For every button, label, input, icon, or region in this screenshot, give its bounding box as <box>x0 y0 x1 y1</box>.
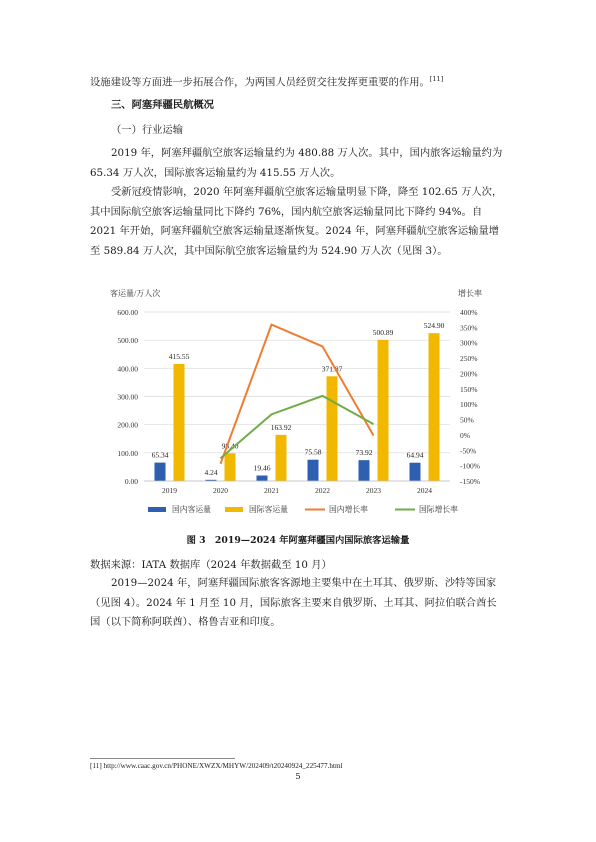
paragraph-1: 2019 年，阿塞拜疆航空旅客运输量约为 480.88 万人次。其中，国内旅客运输量约为 65.34 万人次，国际旅客运输量约为 415.55 万人次。 <box>90 147 503 179</box>
y2-tick-label: -100% <box>460 461 480 471</box>
y2-tick-label: 300% <box>460 338 478 348</box>
bar-international <box>174 364 185 481</box>
bar-international <box>429 333 440 481</box>
paragraph-2: 受新冠疫情影响，2020 年阿塞拜疆航空旅客运输量明显下降，降至 102.65 万人次，其中国际航空旅客运输量同比下降约 76%，国内航空旅客运输量同比下降约 94%。自 2021 年开始，阿塞拜疆航空旅客运输量逐渐恢复。2024 年，阿塞拜疆航空旅客运输量增至 589.84 万人次，其中国际航空旅客运输量约为 524.90 万人次（见图 3）。 <box>90 186 503 257</box>
data-label: 73.92 <box>355 448 373 458</box>
y-tick-label: 100.00 <box>117 448 138 458</box>
data-label: 64.94 <box>406 450 424 460</box>
intro-line: 设施建设等方面进一步拓展合作，为两国人员经贸交往发挥更重要的作用。[11] <box>90 75 444 89</box>
legend-swatch <box>148 507 166 512</box>
bar-international <box>276 435 287 481</box>
x-tick-label: 2021 <box>264 486 279 495</box>
data-label: 500.89 <box>372 327 394 337</box>
y2-tick-label: -150% <box>460 477 480 486</box>
legend-label: 国际客运量 <box>249 505 288 514</box>
y-tick-label: 600.00 <box>117 308 138 317</box>
y2-tick-label: 400% <box>460 308 478 317</box>
y-tick-label: 300.00 <box>117 392 138 402</box>
y2-tick-label: 100% <box>460 400 478 410</box>
subsection-title: （一）行业运输 <box>111 124 184 136</box>
bar-domestic <box>257 476 268 481</box>
section-title: 三、阿塞拜疆民航概况 <box>111 99 214 111</box>
data-source: 数据来源：IATA 数据库（2024 年数据截至 10 月） <box>90 559 332 571</box>
bar-domestic <box>410 463 421 481</box>
y-tick-label: 0.00 <box>124 477 138 486</box>
bar-domestic <box>155 463 166 481</box>
y2-tick-label: 50% <box>460 415 474 425</box>
y-tick-label: 500.00 <box>117 336 138 346</box>
page-number: 5 <box>295 772 301 782</box>
x-tick-label: 2020 <box>213 486 228 495</box>
x-tick-label: 2019 <box>162 486 177 495</box>
x-tick-label: 2023 <box>366 486 381 495</box>
legend-label: 国内增长率 <box>329 505 368 514</box>
paragraph-3: 2019—2024 年，阿塞拜疆国际旅客客源地主要集中在土耳其、俄罗斯、沙特等国家（见图 4）。2024 年 1 月至 10 月，国际旅客主要来自俄罗斯、土耳其、阿拉伯联合酋长国（以下简称阿联酋）、格鲁吉亚和印度。 <box>90 577 497 628</box>
y2-tick-label: 200% <box>460 369 478 379</box>
x-tick-label: 2024 <box>417 486 432 495</box>
bar-international <box>327 376 338 481</box>
passenger-chart <box>90 287 510 527</box>
bar-international <box>225 453 236 481</box>
bar-domestic <box>308 460 319 481</box>
legend-swatch <box>225 507 243 512</box>
footnote-ref: [11] <box>429 75 444 83</box>
data-label: 4.24 <box>204 467 218 477</box>
figure-caption: 图 3 2019—2024 年阿塞拜疆国内国际旅客运输量 <box>186 535 410 546</box>
data-label: 524.90 <box>423 321 445 331</box>
y-tick-label: 200.00 <box>117 420 138 430</box>
y2-tick-label: 250% <box>460 354 478 364</box>
x-tick-label: 2022 <box>315 486 330 495</box>
y2-axis-title: 增长率 <box>458 289 482 298</box>
y2-tick-label: -50% <box>460 446 477 456</box>
data-label: 163.92 <box>270 422 292 432</box>
legend-label: 国际增长率 <box>419 505 458 514</box>
footnote: [11] http://www.caac.gov.cn/PHONE/XWZX/MHYW/202409/t20240924_225477.html <box>90 762 343 770</box>
y2-tick-label: 0% <box>460 430 470 440</box>
y2-tick-label: 350% <box>460 323 478 333</box>
data-label: 98.40 <box>221 441 239 451</box>
bar-international <box>378 340 389 481</box>
footnote-divider <box>90 758 235 759</box>
bar-domestic <box>359 460 370 481</box>
data-label: 371.87 <box>321 364 343 374</box>
data-label: 415.55 <box>168 351 190 361</box>
data-label: 19.46 <box>253 463 271 473</box>
line-国际增长率 <box>221 396 374 458</box>
legend-label: 国内客运量 <box>172 505 211 514</box>
line-国内增长率 <box>221 325 374 464</box>
data-label: 65.34 <box>151 450 169 460</box>
y-axis-title: 客运量/万人次 <box>110 289 161 298</box>
y-tick-label: 400.00 <box>117 364 138 374</box>
y2-tick-label: 150% <box>460 384 478 394</box>
data-label: 75.58 <box>304 447 322 457</box>
